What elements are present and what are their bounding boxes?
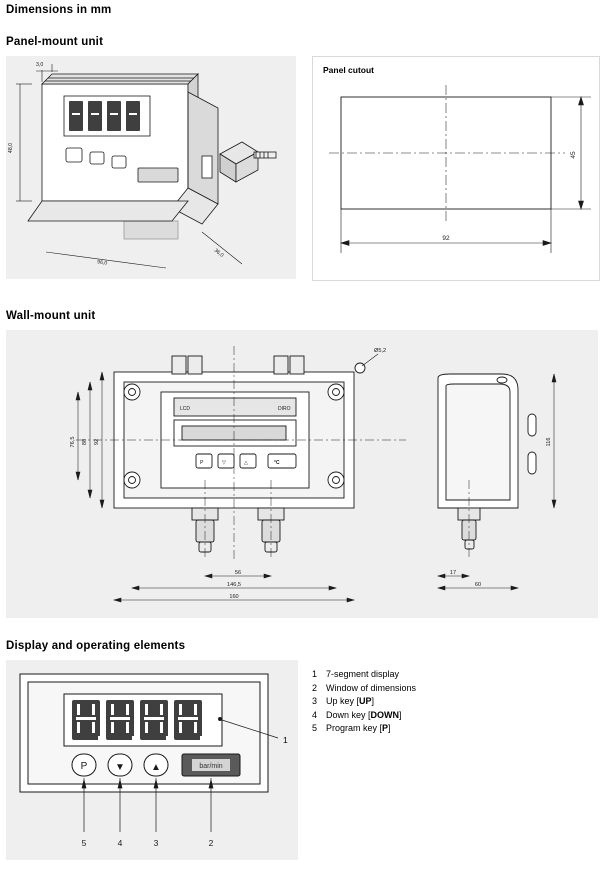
- panel-cutout-label: Panel cutout: [323, 65, 375, 75]
- wall-display-brand-right: DIRO: [278, 406, 291, 412]
- svg-text:88: 88: [82, 438, 88, 446]
- legend-text: Down key [DOWN]: [326, 709, 402, 720]
- legend-text: Window of dimensions: [326, 682, 417, 693]
- svg-text:146,5: 146,5: [227, 582, 241, 588]
- legend-text: Up key [UP]: [326, 696, 375, 706]
- svg-text:P: P: [80, 761, 88, 772]
- svg-text:P: P: [200, 460, 204, 466]
- svg-text:48,0: 48,0: [8, 142, 14, 154]
- svg-text:4: 4: [117, 838, 123, 848]
- svg-text:▼: ▼: [115, 762, 125, 773]
- legend-item: [312, 709, 592, 723]
- cutout-height-label: 45: [570, 151, 577, 159]
- svg-text:Ø5,2: Ø5,2: [374, 348, 387, 354]
- svg-text:92: 92: [94, 438, 100, 446]
- svg-text:76,5: 76,5: [70, 436, 76, 448]
- svg-text:△: △: [244, 460, 248, 466]
- svg-text:3,0: 3,0: [36, 62, 44, 68]
- display-elements-figure: [6, 660, 298, 860]
- svg-text:3: 3: [153, 838, 159, 848]
- callout-1: 1: [283, 735, 288, 745]
- svg-text:bar/min: bar/min: [199, 763, 223, 770]
- panel-mount-figure: [6, 56, 296, 279]
- legend-number: 4: [312, 709, 318, 720]
- svg-text:5: 5: [81, 838, 87, 848]
- wall-display-brand-left: LCD: [180, 406, 191, 412]
- legend-text: Program key [P]: [326, 723, 391, 733]
- svg-text:96,0: 96,0: [96, 259, 108, 267]
- legend-item: [312, 682, 592, 696]
- legend-list: [312, 668, 592, 736]
- svg-text:160: 160: [229, 594, 239, 600]
- legend-item: [312, 695, 592, 709]
- section-heading-display-elements: Display and operating elements: [6, 640, 186, 652]
- panel-cutout-figure: [312, 56, 600, 281]
- svg-text:116: 116: [546, 437, 552, 447]
- svg-text:▽: ▽: [222, 460, 226, 466]
- wall-mount-figure: [6, 330, 598, 618]
- legend-number: 1: [312, 669, 318, 679]
- svg-text:60: 60: [474, 582, 482, 588]
- svg-text:2: 2: [208, 838, 214, 848]
- legend-item: [312, 722, 592, 736]
- svg-text:17: 17: [449, 570, 457, 576]
- svg-text:▲: ▲: [151, 762, 161, 773]
- cutout-width-label: 92: [442, 235, 450, 242]
- page-title: Dimensions in mm: [6, 4, 112, 16]
- svg-text:56: 56: [234, 570, 242, 576]
- legend-number: 3: [312, 696, 318, 706]
- section-heading-panel-mount: Panel-mount unit: [6, 36, 104, 48]
- legend-number: 2: [312, 682, 318, 693]
- svg-text:36,0: 36,0: [212, 247, 225, 259]
- legend-text: 7-segment display: [326, 669, 400, 679]
- legend-item: [312, 668, 592, 682]
- legend-number: 5: [312, 723, 318, 733]
- section-heading-wall-mount: Wall-mount unit: [6, 310, 96, 322]
- svg-text:°C: °C: [274, 460, 280, 466]
